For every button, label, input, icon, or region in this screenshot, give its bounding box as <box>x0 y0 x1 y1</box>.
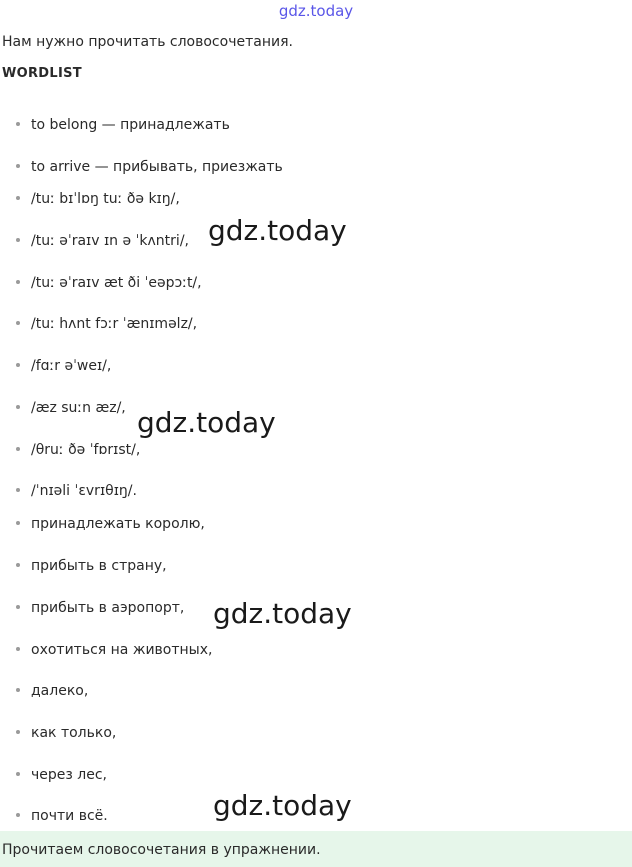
bullet-icon <box>16 521 20 525</box>
bullet-icon <box>16 772 20 776</box>
list-item: to arrive — прибывать, приезжать <box>16 157 283 177</box>
list-item: далеко, <box>16 681 88 701</box>
bullet-icon <box>16 563 20 567</box>
bullet-icon <box>16 647 20 651</box>
list-item: принадлежать королю, <box>16 514 205 534</box>
list-item: охотиться на животных, <box>16 640 212 660</box>
list-item: /ˈnɪəli ˈɛvrɪθɪŋ/. <box>16 481 137 501</box>
bullet-icon <box>16 405 20 409</box>
bullet-icon <box>16 238 20 242</box>
list-item: через лес, <box>16 765 107 785</box>
watermark: gdz.today <box>213 597 352 630</box>
watermark: gdz.today <box>213 789 352 822</box>
bullet-icon <box>16 363 20 367</box>
list-item: /tuː əˈraɪv ɪn ə ˈkʌntri/, <box>16 231 189 251</box>
bullet-icon <box>16 605 20 609</box>
bullet-icon <box>16 196 20 200</box>
list-item: как только, <box>16 723 116 743</box>
bullet-icon <box>16 280 20 284</box>
list-item: /fɑːr əˈweɪ/, <box>16 356 111 376</box>
bullet-icon <box>16 730 20 734</box>
list-item: /tuː hʌnt fɔːr ˈænɪməlz/, <box>16 314 197 334</box>
wordlist-heading: WORDLIST <box>2 66 82 81</box>
site-logo[interactable]: gdz.today <box>278 2 354 20</box>
footer-banner <box>0 831 632 867</box>
bullet-icon <box>16 321 20 325</box>
list-item: /æz suːn æz/, <box>16 398 126 418</box>
intro-text: Нам нужно прочитать словосочетания. <box>2 34 293 50</box>
list-item: /θruː ðə ˈfɒrɪst/, <box>16 440 140 460</box>
bullet-icon <box>16 164 20 168</box>
watermark: gdz.today <box>137 406 276 439</box>
list-item: почти всё. <box>16 806 108 826</box>
bullet-icon <box>16 813 20 817</box>
list-item: to belong — принадлежать <box>16 115 230 135</box>
bullet-icon <box>16 688 20 692</box>
list-item: /tuː əˈraɪv æt ði ˈeəpɔːt/, <box>16 273 202 293</box>
list-item: /tuː bɪˈlɒŋ tuː ðə kɪŋ/, <box>16 189 180 209</box>
watermark: gdz.today <box>208 214 347 247</box>
bullet-icon <box>16 122 20 126</box>
list-item: прибыть в аэропорт, <box>16 598 184 618</box>
list-item: прибыть в страну, <box>16 556 167 576</box>
bullet-icon <box>16 447 20 451</box>
bullet-icon <box>16 488 20 492</box>
footer-text: Прочитаем словосочетания в упражнении. <box>2 842 321 858</box>
